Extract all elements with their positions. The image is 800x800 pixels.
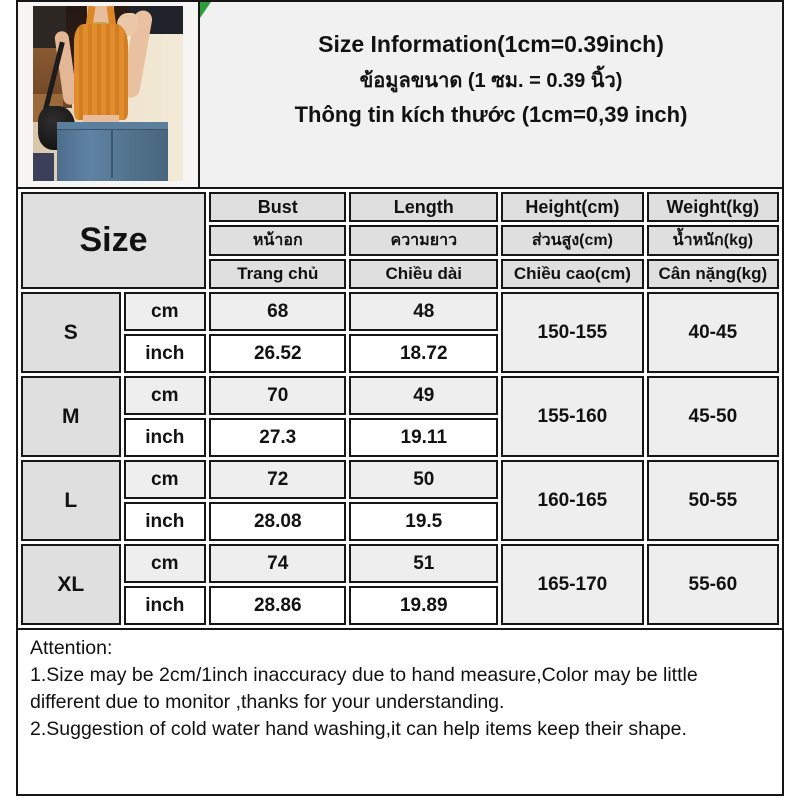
col-header-weight-vi: Cân nặng(kg): [647, 259, 779, 289]
length-inch-value: 19.5: [349, 502, 498, 541]
col-header-height-vi: Chiều cao(cm): [501, 259, 644, 289]
weight-range: 40-45: [647, 292, 779, 373]
size-table: [18, 189, 782, 628]
height-range: 160-165: [501, 460, 644, 541]
bust-cm-value: 68: [209, 292, 346, 331]
bust-inch-value: 28.08: [209, 502, 346, 541]
product-photo: [33, 6, 183, 181]
col-header-height-en: Height(cm): [501, 192, 644, 222]
length-inch-value: 19.11: [349, 418, 498, 457]
col-header-bust-vi: Trang chủ: [209, 259, 346, 289]
photo-cell: [18, 2, 200, 187]
height-range: 165-170: [501, 544, 644, 625]
bust-inch-value: 27.3: [209, 418, 346, 457]
length-inch-value: 19.89: [349, 586, 498, 625]
size-table-wrap: [18, 189, 782, 628]
table-row: [21, 292, 779, 331]
title-thai: ข้อมูลขนาด (1 ซม. = 0.39 นิ้ว): [359, 70, 623, 92]
title-vietnamese: Thông tin kích thước (1cm=0,39 inch): [294, 102, 688, 127]
table-row: [21, 544, 779, 583]
attention-note-2: 2.Suggestion of cold water hand washing,it can help items keep their shape.: [30, 718, 687, 740]
col-header-weight-th: น้ำหนัก(kg): [647, 225, 779, 256]
unit-label: inch: [124, 418, 206, 457]
length-cm-value: 51: [349, 544, 498, 583]
green-corner-marker: [200, 2, 211, 18]
unit-label: cm: [124, 460, 206, 499]
title-cell: [200, 2, 782, 187]
photo-shape: [111, 129, 113, 178]
col-header-bust-en: Bust: [209, 192, 346, 222]
attention-heading: Attention:: [30, 637, 113, 659]
attention-note-1: 1.Size may be 2cm/1inch inaccuracy due to hand measure,Color may be little different due to monitor ,thanks for your understanding.: [30, 664, 698, 713]
size-header-cell: Size: [21, 192, 206, 289]
unit-label: inch: [124, 586, 206, 625]
height-range: 155-160: [501, 376, 644, 457]
header-band: [18, 2, 782, 189]
unit-label: cm: [124, 544, 206, 583]
table-row: [21, 460, 779, 499]
weight-range: 45-50: [647, 376, 779, 457]
size-label-s: S: [21, 292, 121, 373]
unit-label: inch: [124, 502, 206, 541]
unit-label: inch: [124, 334, 206, 373]
bust-inch-value: 26.52: [209, 334, 346, 373]
length-cm-value: 48: [349, 292, 498, 331]
size-label-xl: XL: [21, 544, 121, 625]
unit-label: cm: [124, 292, 206, 331]
length-cm-value: 49: [349, 376, 498, 415]
weight-range: 55-60: [647, 544, 779, 625]
weight-range: 50-55: [647, 460, 779, 541]
col-header-weight-en: Weight(kg): [647, 192, 779, 222]
attention-section: [18, 628, 782, 794]
height-range: 150-155: [501, 292, 644, 373]
col-header-bust-th: หน้าอก: [209, 225, 346, 256]
table-row: [21, 376, 779, 415]
col-header-height-th: ส่วนสูง(cm): [501, 225, 644, 256]
col-header-length-vi: Chiều dài: [349, 259, 498, 289]
col-header-length-th: ความยาว: [349, 225, 498, 256]
length-cm-value: 50: [349, 460, 498, 499]
bust-cm-value: 74: [209, 544, 346, 583]
size-chart-panel: [16, 0, 784, 796]
unit-label: cm: [124, 376, 206, 415]
size-label-m: M: [21, 376, 121, 457]
size-label-l: L: [21, 460, 121, 541]
bust-cm-value: 70: [209, 376, 346, 415]
col-header-length-en: Length: [349, 192, 498, 222]
bust-inch-value: 28.86: [209, 586, 346, 625]
photo-shape: [74, 24, 128, 120]
title-english: Size Information(1cm=0.39inch): [318, 31, 664, 57]
bust-cm-value: 72: [209, 460, 346, 499]
photo-shape: [33, 153, 54, 181]
length-inch-value: 18.72: [349, 334, 498, 373]
